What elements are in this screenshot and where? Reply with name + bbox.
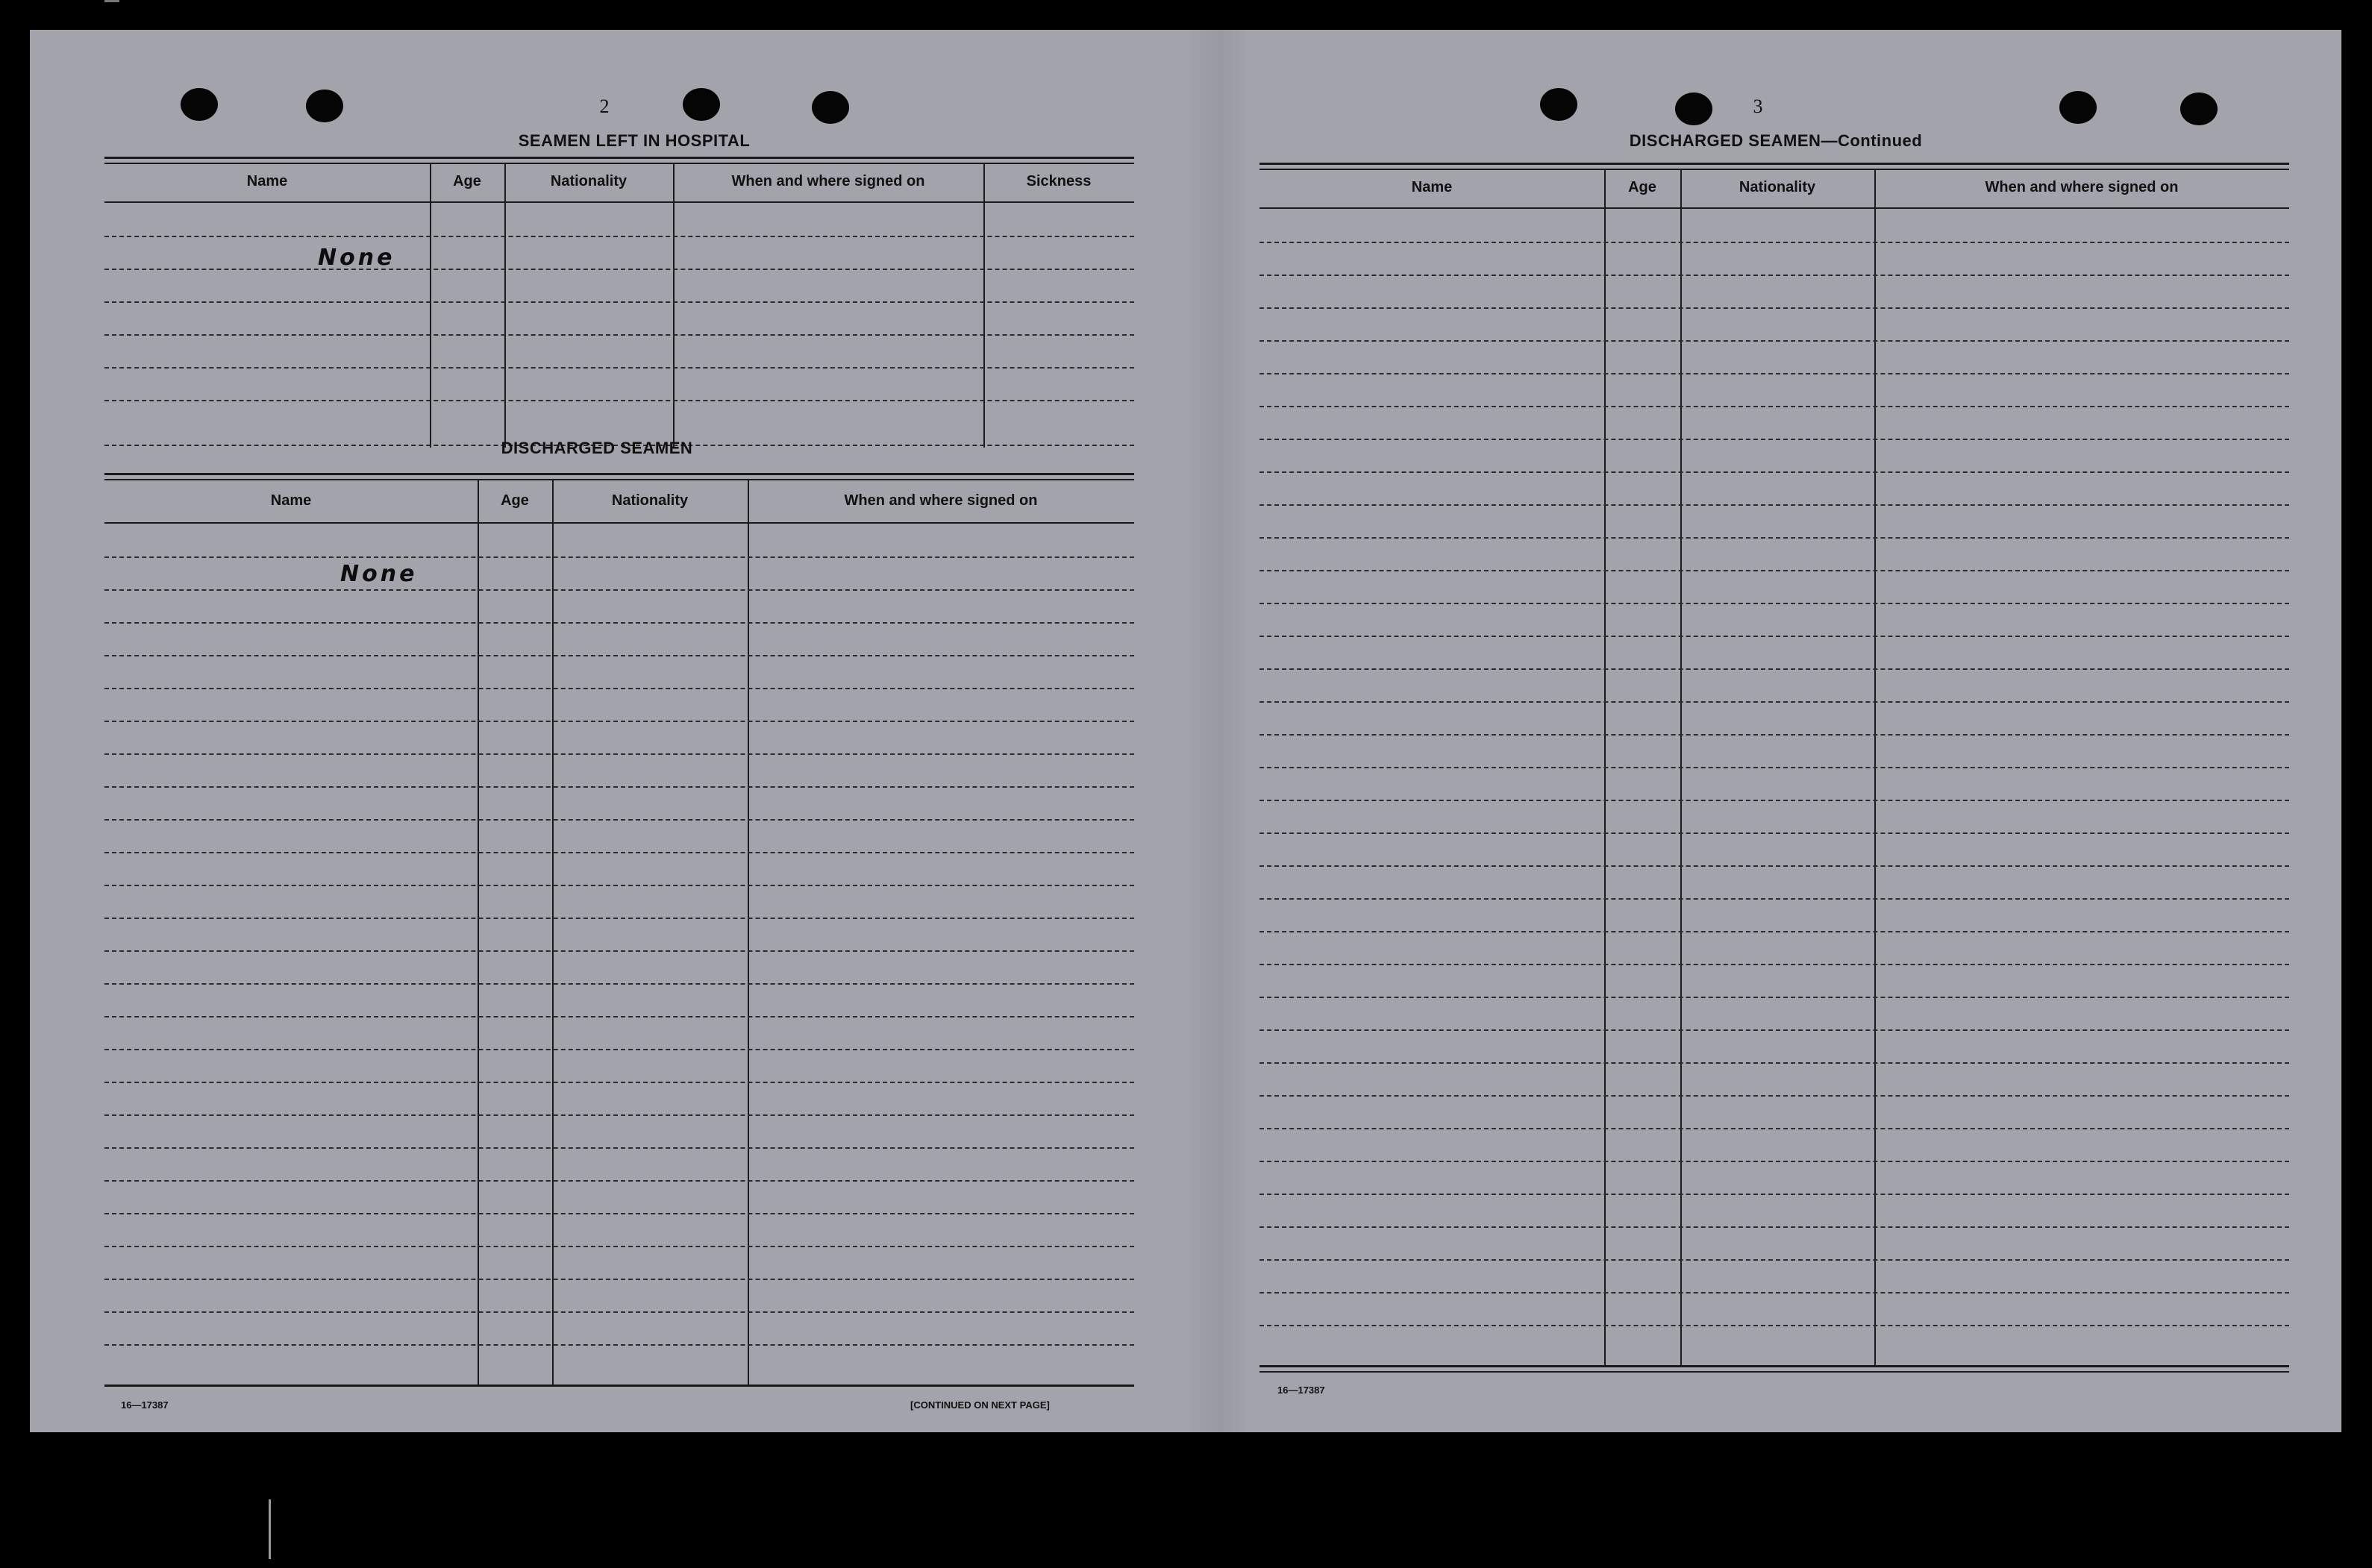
- table-row: [104, 556, 1134, 558]
- column-header: When and where signed on: [1985, 179, 2179, 195]
- scan-mark: [104, 0, 119, 2]
- document-sheet: [30, 30, 2341, 1432]
- table-row: [1259, 1259, 2289, 1261]
- table-row: [1259, 504, 2289, 506]
- table-row: [1259, 275, 2289, 276]
- table-row: [1259, 1226, 2289, 1228]
- hospital-table: [104, 157, 1134, 448]
- table-row: [104, 334, 1134, 336]
- table-row: [104, 918, 1134, 919]
- table-row: [1259, 1292, 2289, 1293]
- column-header: When and where signed on: [731, 173, 925, 189]
- handwritten-entry: None: [318, 245, 395, 271]
- table-row: [104, 1147, 1134, 1149]
- table-row: [104, 1049, 1134, 1050]
- column-header: Age: [501, 492, 529, 509]
- table-row: [1259, 570, 2289, 571]
- table-row: [104, 688, 1134, 689]
- punch-hole: [181, 88, 218, 121]
- table-row: [1259, 931, 2289, 932]
- form-number: 16—17387: [121, 1399, 169, 1411]
- column-header: Name: [270, 492, 312, 509]
- continued-note: [CONTINUED ON NEXT PAGE]: [910, 1399, 1050, 1411]
- table-row: [1259, 439, 2289, 440]
- table-row: [1259, 1095, 2289, 1097]
- title-suffix: —Continued: [1821, 131, 1923, 150]
- column-header: Nationality: [550, 173, 628, 189]
- discharged-continued-table: [1259, 163, 2289, 1379]
- table-row: [104, 622, 1134, 624]
- column-header: Age: [1628, 179, 1656, 195]
- table-row: [104, 367, 1134, 369]
- discharged-continued-title: [1515, 131, 2037, 151]
- table-row: [1259, 603, 2289, 604]
- table-row: [104, 301, 1134, 303]
- page-gutter: [1185, 30, 1252, 1432]
- table-row: [104, 1016, 1134, 1017]
- punch-hole: [1675, 92, 1712, 125]
- table-row: [104, 655, 1134, 656]
- column-header: Nationality: [611, 492, 689, 509]
- discharged-section-title: DISCHARGED SEAMEN: [501, 439, 693, 457]
- table-row: [104, 400, 1134, 401]
- column-header: Sickness: [1026, 173, 1092, 189]
- table-row: [1259, 636, 2289, 637]
- hospital-section-title: SEAMEN LEFT IN HOSPITAL: [518, 131, 751, 150]
- table-row: [1259, 767, 2289, 768]
- page-number: 3: [1753, 95, 1763, 117]
- form-number: 16—17387: [1277, 1384, 1325, 1396]
- table-row: [104, 1311, 1134, 1313]
- table-row: [104, 1246, 1134, 1247]
- handwritten-entry: None: [340, 561, 418, 587]
- table-row: [1259, 1062, 2289, 1064]
- table-row: [1259, 1194, 2289, 1195]
- page-number: 2: [599, 95, 610, 117]
- table-row: [104, 589, 1134, 591]
- scan-mark: [269, 1499, 271, 1559]
- table-row: [1259, 1161, 2289, 1162]
- column-header: Name: [246, 173, 288, 189]
- table-row: [1259, 537, 2289, 539]
- punch-hole: [2059, 91, 2097, 124]
- table-row: [104, 1344, 1134, 1346]
- table-row: [104, 753, 1134, 755]
- table-row: [1259, 800, 2289, 801]
- table-row: [1259, 1029, 2289, 1031]
- table-row: [1259, 997, 2289, 998]
- table-row: [104, 819, 1134, 821]
- table-row: [104, 786, 1134, 788]
- table-row: [104, 1082, 1134, 1083]
- table-row: [104, 269, 1134, 270]
- discharged-table: [104, 473, 1134, 1390]
- punch-hole: [1540, 88, 1577, 121]
- table-row: [104, 1213, 1134, 1214]
- table-row: [104, 852, 1134, 853]
- table-row: [1259, 668, 2289, 670]
- table-row: [1259, 865, 2289, 867]
- table-row: [1259, 898, 2289, 900]
- table-row: [104, 1279, 1134, 1280]
- punch-hole: [2180, 92, 2218, 125]
- punch-hole: [306, 90, 343, 122]
- table-row: [1259, 701, 2289, 703]
- table-row: [1259, 307, 2289, 309]
- table-row: [1259, 373, 2289, 374]
- table-row: [1259, 964, 2289, 965]
- table-row: [1259, 832, 2289, 834]
- column-header: When and where signed on: [844, 492, 1038, 509]
- punch-hole: [812, 91, 849, 124]
- table-row: [104, 1114, 1134, 1116]
- table-row: [104, 236, 1134, 237]
- table-row: [1259, 471, 2289, 473]
- table-row: [104, 950, 1134, 952]
- table-row: [104, 1180, 1134, 1182]
- table-row: [1259, 242, 2289, 243]
- column-header: Name: [1411, 179, 1453, 195]
- table-row: [104, 885, 1134, 886]
- punch-hole: [683, 88, 720, 121]
- table-row: [104, 721, 1134, 722]
- table-row: [1259, 406, 2289, 407]
- table-row: [1259, 340, 2289, 342]
- table-row: [1259, 1325, 2289, 1326]
- table-row: [104, 983, 1134, 985]
- table-row: [1259, 1128, 2289, 1129]
- table-row: [1259, 734, 2289, 736]
- column-header: Age: [453, 173, 481, 189]
- column-header: Nationality: [1739, 179, 1816, 195]
- title-main: DISCHARGED SEAMEN: [1629, 131, 1821, 150]
